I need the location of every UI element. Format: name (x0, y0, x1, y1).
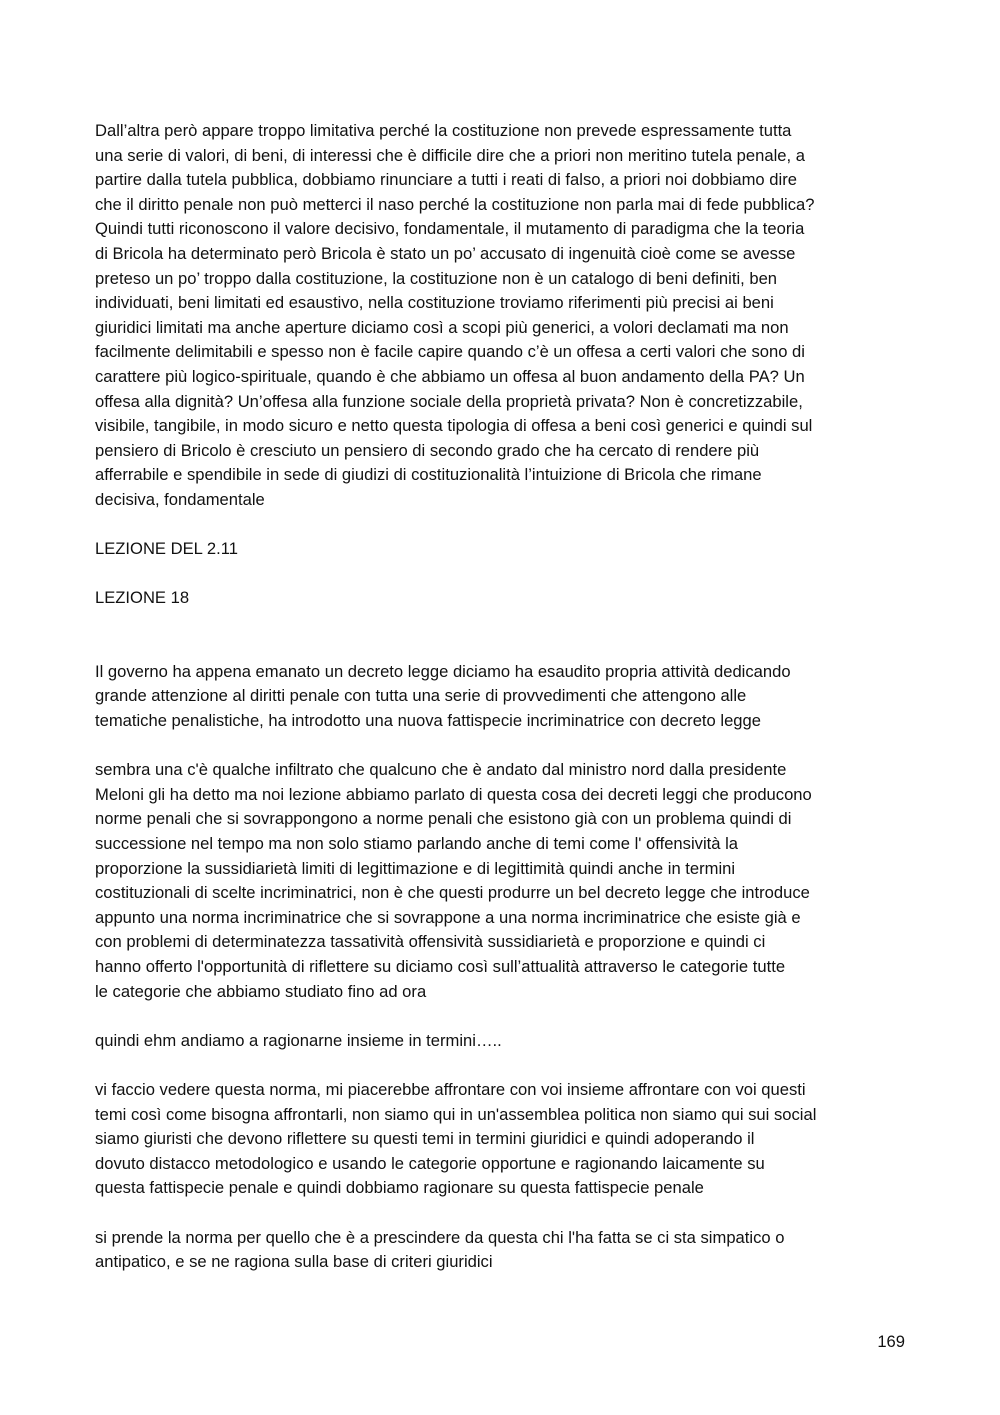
text-line: successione nel tempo ma non solo stiamo parlando anche di temi come l' offensività la (95, 834, 738, 854)
text-line: che il diritto penale non può metterci il naso perché la costituzione non parla mai di fede pubblica? (95, 194, 815, 214)
text-line: facilmente delimitabili e spesso non è facile capire quando c’è un offesa a certi valori che sono di (95, 342, 805, 362)
text-line: carattere più logico-spirituale, quando è che abbiamo un offesa al buon andamento della PA? Un (95, 366, 805, 386)
text-line: vi faccio vedere questa norma, mi piacerebbe affrontare con voi insieme affrontare con voi questi (95, 1079, 806, 1099)
text-line: con problemi di determinatezza tassatività offensività sussidiarietà e proporzione e quindi ci (95, 932, 766, 952)
text-line: pensiero di Bricolo è cresciuto un pensiero di secondo grado che ha cercato di rendere più (95, 440, 760, 460)
text-line: quindi ehm andiamo a ragionarne insieme in termini….. (95, 1030, 502, 1050)
text-line: preteso un po’ troppo dalla costituzione, la costituzione non è un catalogo di beni definiti, ben (95, 268, 778, 288)
text-line: Il governo ha appena emanato un decreto legge diciamo ha esaudito propria attività dedicando (95, 661, 791, 681)
text-line: LEZIONE DEL 2.11 (95, 539, 238, 559)
text-column (95, 119, 917, 1275)
text-line: di Bricola ha determinato però Bricola è stato un po’ accusato di ingenuità cioè come se avesse (95, 243, 796, 263)
text-line: siamo giuristi che devono riflettere su questi temi in termini giuridici e quindi adoperando il (95, 1129, 755, 1149)
text-line: questa fattispecie penale e quindi dobbiamo ragionare su questa fattispecie penale (95, 1178, 704, 1198)
text-line: proporzione la sussidiarietà limiti di legittimazione e di legittimità quindi anche in termini (95, 858, 736, 878)
text-line: le categorie che abbiamo studiato fino ad ora (95, 981, 427, 1001)
paragraph-norma (95, 1078, 917, 1201)
text-line: antipatico, e se ne ragiona sulla base di criteri giuridici (95, 1252, 493, 1272)
text-line: costituzionali di scelte incriminatrici, non è che questi produrre un bel decreto legge che introduce (95, 883, 810, 903)
paragraph-infiltrato (95, 758, 917, 1004)
text-line: una serie di valori, di beni, di interessi che è difficile dire che a priori non meritino tutela penale, a (95, 145, 805, 165)
text-line: appunto una norma incriminatrice che si sovrappone a una norma incriminatrice che esiste già e (95, 907, 801, 927)
lecture-date-heading (95, 537, 917, 562)
paragraph-decreto-legge (95, 660, 917, 734)
page-number: 169 (877, 1332, 905, 1351)
text-line: hanno offerto l'opportunità di riflettere su diciamo così sull’attualità attraverso le categorie tutte (95, 957, 786, 976)
paragraph-criteri-giuridici (95, 1226, 917, 1275)
text-line: Dall’altra però appare troppo limitativa perché la costituzione non prevede espressamente tutta (95, 121, 792, 140)
text-line: temi così come bisogna affrontarli, non siamo qui in un'assemblea politica non siamo qui sui social (95, 1104, 817, 1124)
text-line: sembra una c'è qualche infiltrato che qualcuno che è andato dal ministro nord dalla presidente (95, 760, 787, 780)
paragraph-bricola (95, 119, 917, 513)
paragraph-ragionarne (95, 1029, 917, 1054)
text-line: tematiche penalistiche, ha introdotto una nuova fattispecie incriminatrice con decreto legge (95, 711, 761, 731)
text-line: grande attenzione al diritti penale con tutta una serie di provvedimenti che attengono alle (95, 686, 747, 706)
lecture-number-heading (95, 586, 917, 611)
text-line: norme penali che si sovrappongono a norme penali che esistono già con un problema quindi di (95, 809, 792, 829)
text-line: partire dalla tutela pubblica, dobbiamo rinunciare a tutti i reati di falso, a priori noi dobbiamo dire (95, 170, 797, 190)
text-line: Quindi tutti riconoscono il valore decisivo, fondamentale, il mutamento di paradigma che la teoria (95, 219, 805, 239)
text-line: LEZIONE 18 (95, 588, 190, 608)
text-line: giuridici limitati ma anche aperture diciamo così a scopi più generici, a volori declamati ma non (95, 317, 789, 337)
text-line: offesa alla dignità? Un’offesa alla funzione sociale della proprietà privata? Non è concretizzabile, (95, 391, 803, 411)
text-line: si prende la norma per quello che è a prescindere da questa chi l'ha fatta se ci sta simpatico o (95, 1227, 785, 1247)
text-line: afferrabile e spendibile in sede di giudizi di costituzionalità l’intuizione di Bricola che rimane (95, 465, 762, 485)
text-line: decisiva, fondamentale (95, 489, 265, 509)
text-line: visibile, tangibile, in modo sicuro e netto questa tipologia di offesa a beni così generici e quindi sul (95, 416, 813, 436)
text-line: dovuto distacco metodologico e usando le categorie opportune e ragionando laicamente su (95, 1153, 765, 1173)
text-line: individuati, beni limitati ed esaustivo, nella costituzione troviamo riferimenti più precisi ai beni (95, 293, 774, 313)
text-line: Meloni gli ha detto ma noi lezione abbiamo parlato di questa cosa dei decreti leggi che producono (95, 784, 812, 804)
